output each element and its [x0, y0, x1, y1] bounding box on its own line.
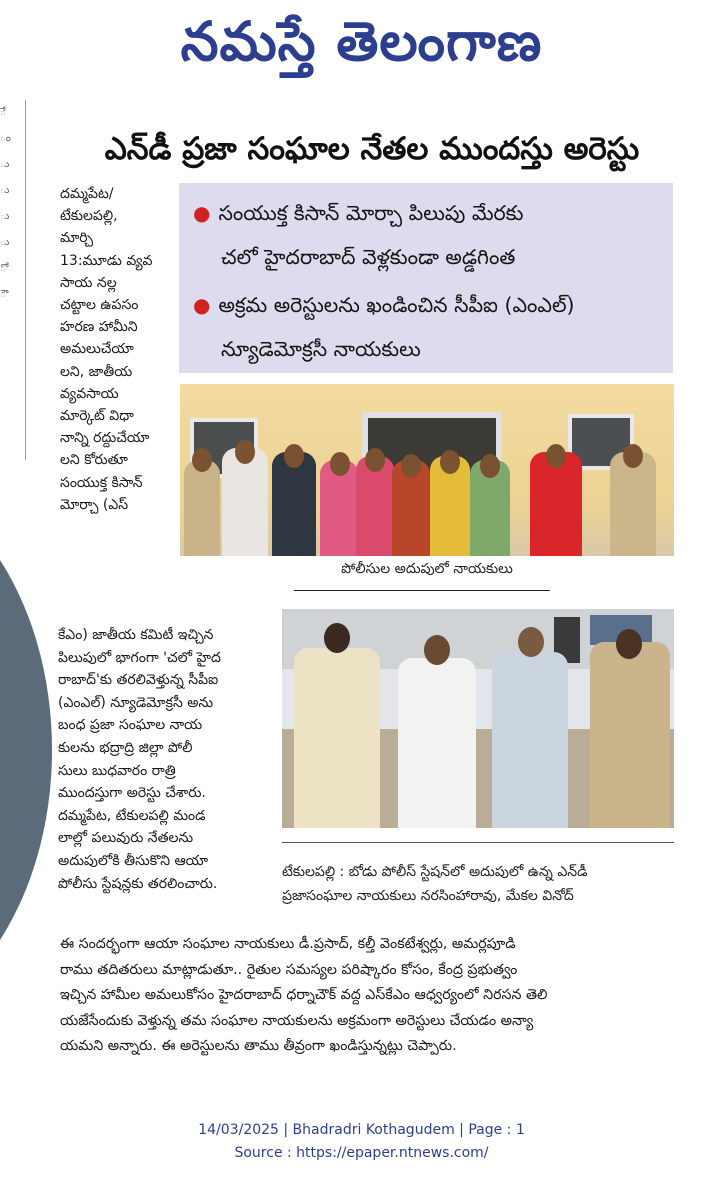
edge-glyph: ు: [0, 211, 10, 222]
paragraph-line: యమని అన్నారు. ఈ అరెస్టులను తాము తీవ్రంగా ఖండిస్తున్నట్లు చెప్పారు.: [60, 1038, 457, 1055]
body-line: మోర్చా (ఎస్: [60, 496, 129, 513]
body-line: నాన్ని రద్దుచేయా: [60, 430, 150, 447]
photo-caption: [282, 860, 674, 908]
edge-glyph: ు: [0, 237, 10, 248]
body-line: హరణ హామీని: [60, 319, 138, 336]
caption-line: టేకులపల్లి : బోడు పోలీస్ స్టేషన్‌లో అదుపులో ఉన్న ఎన్‌డీ: [282, 864, 588, 880]
body-line: సంయుక్త కిసాన్: [60, 474, 143, 491]
police-officer-figure: [590, 642, 670, 828]
article-closing-paragraph: [60, 932, 676, 1060]
photo-leaders-in-custody: [180, 384, 674, 556]
body-line: చట్టాల ఉపసం: [60, 297, 139, 314]
caption-line: ప్రజాసంఘాల నాయకులు నరసింహారావు, మేకల వినోద్: [282, 888, 574, 904]
person-figure: [492, 652, 568, 828]
body-line: సాయ నల్ల: [60, 274, 117, 291]
column-divider: [25, 100, 26, 460]
masthead-title: నమస్తే తెలంగాణ: [180, 9, 543, 73]
highlight-item: [193, 191, 669, 235]
highlight-text: అక్రమ అరెస్టులను ఖండించిన సీపీఐ (ఎంఎల్): [218, 293, 575, 317]
body-line: 13:మూడు వ్యవ: [60, 252, 153, 269]
person-figure: [184, 460, 220, 556]
paragraph-line: యజేసేందుకు వెళ్తున్న తమ సంఘాల నాయకులను అక్రమంగా అరెస్టులు చేయడం అన్యా: [60, 1012, 534, 1029]
body-line: పోలీసు స్టేషన్లకు తరలించారు.: [58, 875, 218, 892]
body-line: (ఎంఎల్) న్యూడెమోక్రసీ అను: [58, 694, 214, 711]
edge-glyph: ు: [0, 159, 10, 170]
person-figure: [398, 658, 476, 828]
article-headline: ఎన్‌డీ ప్రజా సంఘాల నేతల ముందస్తు అరెస్టు: [104, 131, 640, 167]
edge-glyph: ౌ: [0, 289, 6, 300]
body-line: రాబాద్'కు తరలివెళ్తున్న సీపీఐ: [58, 672, 219, 689]
decorative-arc: [0, 470, 52, 1030]
highlight-text: సంయుక్త కిసాన్ మోర్చా పిలుపు మేరకు: [218, 201, 524, 225]
person-figure: [294, 648, 380, 828]
paragraph-line: ఇచ్చిన హామీల అమలుకోసం హైదరాబాద్ ధర్నాచౌక్ వద్ద ఎస్‌కేఎం ఆధ్వర్యంలో నిరసన తెలి: [60, 987, 548, 1004]
body-line: అమలుచేయా: [60, 341, 134, 358]
highlights-box: [179, 183, 673, 373]
body-line: లని కోరుతూ: [60, 452, 128, 469]
photo-caption: పోలీసుల అదుపులో నాయకులు: [341, 561, 513, 577]
footer-source-link[interactable]: Source : https://epaper.ntnews.com/: [234, 1145, 489, 1161]
body-line: మార్కెట్ విధా: [60, 408, 134, 425]
body-line: టేకులపల్లి,: [60, 208, 118, 225]
body-line: సులు బుధవారం రాత్రి: [58, 762, 176, 779]
person-figure: [222, 448, 268, 556]
body-line: బంధ ప్రజా సంఘాల నాయ: [58, 717, 203, 734]
body-line: పిలుపులో భాగంగా 'చలో హైద: [58, 649, 221, 666]
footer-date-edition: 14/03/2025 | Bhadradri Kothagudem | Page : 1: [198, 1122, 525, 1138]
caption-divider: [294, 590, 550, 591]
paragraph-line: రాము తదితరులు మాట్లాడుతూ.. రైతుల సమస్యల పరిష్కారం కోసం, కేంద్ర ప్రభుత్వం: [60, 961, 518, 978]
edge-glyph: ే: [0, 107, 6, 118]
body-line: వ్యవసాయ: [60, 385, 119, 402]
body-line: అదుపులోకి తీసుకొని ఆయా: [58, 852, 209, 869]
bullet-icon: ●: [193, 201, 211, 225]
body-line: కులను భద్రాద్రి జిల్లా పోలీ: [58, 739, 193, 756]
adjacent-column-fragment: [0, 100, 22, 460]
body-line: మార్చి: [60, 230, 94, 247]
paragraph-line: ఈ సందర్భంగా ఆయా సంఘాల నాయకులు డీ.ప్రసాద్, కల్తీ వెంకటేశ్వర్లు, అమర్లపూడి: [60, 936, 516, 952]
body-line: దమ్మపేట, టేకులపల్లి మండ: [58, 807, 206, 824]
body-line: కేఎం) జాతీయ కమిటీ ఇచ్చిన: [58, 627, 214, 643]
body-line: దమ్మపేట/: [60, 186, 114, 202]
body-line: ముందస్తుగా అరెస్టు చేశారు.: [58, 785, 206, 802]
body-line: లని, జాతీయ: [60, 363, 133, 380]
body-line: లాల్లో పలువురు నేతలను: [58, 830, 194, 847]
edge-glyph: ు: [0, 185, 10, 196]
caption-divider: [282, 842, 674, 843]
highlight-item-cont: న్యూడెమోక్రసీ నాయకులు: [221, 337, 421, 361]
photo-bodu-police-station: [282, 609, 674, 828]
article-body-column: [60, 183, 174, 516]
article-body-column-continued: [58, 624, 278, 895]
highlight-item-cont: చలో హైదరాబాద్ వెళ్లకుండా అడ్డగింత: [221, 245, 516, 269]
bullet-icon: ●: [193, 293, 211, 317]
highlight-item: [193, 283, 669, 327]
edge-glyph: ం: [0, 133, 11, 144]
edge-glyph: ో: [0, 263, 6, 274]
